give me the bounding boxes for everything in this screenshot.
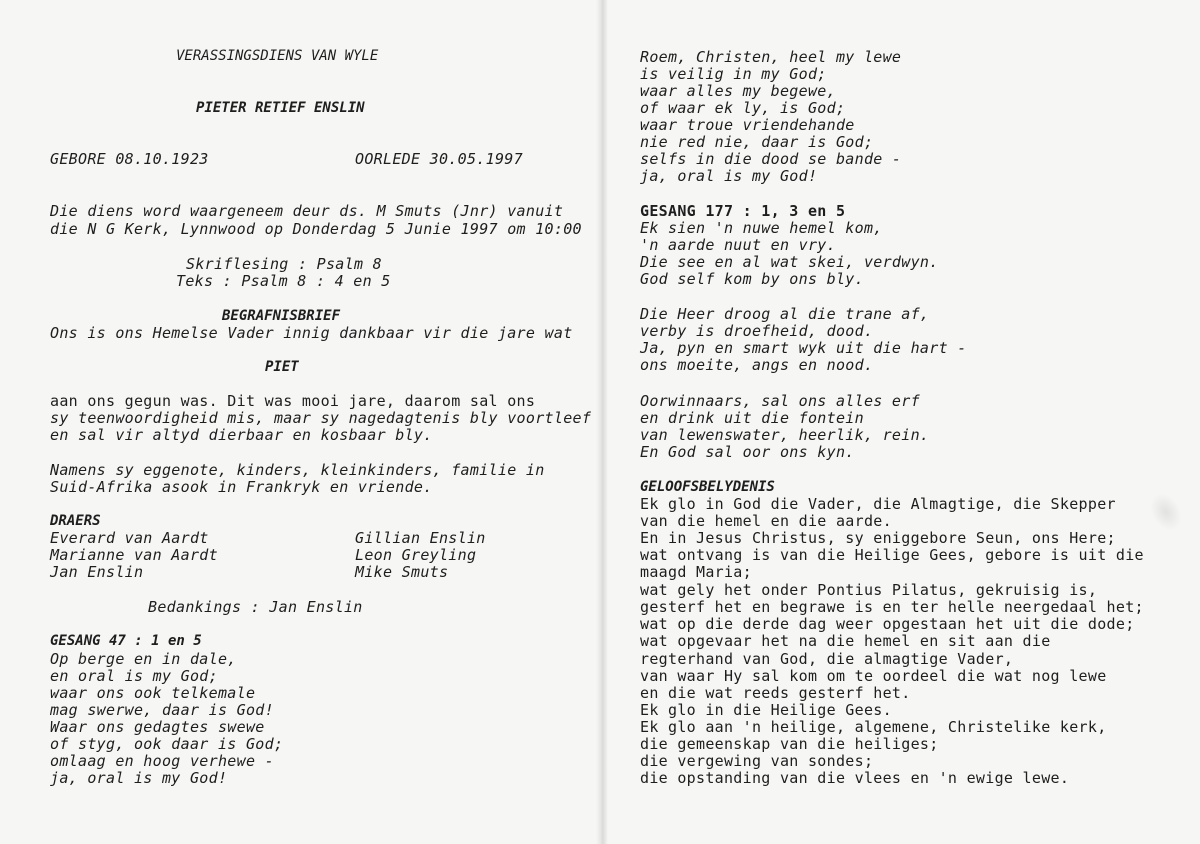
hymn-line: God self kom by ons bly. (640, 270, 864, 288)
creed-line: Ek glo in God die Vader, die Almagtige, die Skepper (640, 495, 1116, 513)
hymn-line: Oorwinnaars, sal ons alles erf (640, 392, 920, 410)
page-fold (596, 0, 608, 844)
hymn-line: van lewenswater, heerlik, rein. (640, 426, 930, 444)
verse-line: waar troue vriendehande (640, 116, 855, 134)
verse-line: waar alles my begewe, (640, 82, 836, 100)
hymn-line: 'n aarde nuut en vry. (640, 236, 836, 254)
verse-line: is veilig in my God; (640, 65, 827, 83)
bearer-name: Mike Smuts (355, 563, 449, 581)
death-date: OORLEDE 30.05.1997 (355, 150, 523, 168)
bearer-name: Marianne van Aardt (50, 546, 218, 564)
hymn-177-heading: GESANG 177 : 1, 3 en 5 (640, 202, 846, 220)
hymn-line: Ja, pyn en smart wyk uit die hart - (640, 339, 967, 357)
creed-line: en die wat reeds gesterf het. (640, 684, 911, 702)
creed-line: regterhand van God, die almagtige Vader, (640, 650, 1014, 668)
funeral-letter-line: aan ons gegun was. Dit was mooi jare, daarom sal ons (50, 392, 536, 410)
creed-line: maagd Maria; (640, 563, 752, 581)
creed-line: Ek glo aan 'n heilige, algemene, Christelike kerk, (640, 718, 1107, 736)
hymn-line: Waar ons gedagtes swewe (50, 718, 265, 736)
service-info-line: die N G Kerk, Lynnwood op Donderdag 5 Junie 1997 om 10:00 (50, 220, 582, 238)
bearer-name: Leon Greyling (355, 546, 477, 564)
hymn-47-heading: GESANG 47 : 1 en 5 (50, 633, 202, 649)
bearer-name: Gillian Enslin (355, 529, 486, 547)
creed-line: En in Jesus Christus, sy eniggebore Seun, ons Here; (640, 529, 1116, 547)
hymn-line: en drink uit die fontein (640, 409, 864, 427)
creed-heading: GELOOFSBELYDENIS (640, 479, 775, 495)
funeral-letter-line: en sal vir altyd dierbaar en kosbaar bly. (50, 426, 433, 444)
creed-line: Ek glo in die Heilige Gees. (640, 701, 892, 719)
hymn-line: Die Heer droog al die trane af, (640, 305, 930, 323)
creed-line: gesterf het en begrawe is en ter helle neergedaal het; (640, 598, 1144, 616)
creed-line: wat ontvang is van die Heilige Gees, gebore is uit die (640, 546, 1144, 564)
hymn-line: verby is droefheid, dood. (640, 322, 874, 340)
hymn-line: mag swerwe, daar is God! (50, 701, 274, 719)
hymn-line: Die see en al wat skei, verdwyn. (640, 253, 939, 271)
deceased-name: PIETER RETIEF ENSLIN (196, 100, 365, 116)
birth-date: GEBORE 08.10.1923 (50, 150, 209, 168)
funeral-letter-line: sy teenwoordigheid mis, maar sy nagedagtenis bly voortleef (50, 409, 592, 427)
creed-line: van die hemel en die aarde. (640, 512, 892, 530)
on-behalf-line: Namens sy eggenote, kinders, kleinkinders, familie in (50, 461, 545, 479)
scripture-reading: Skriflesing : Psalm 8 (186, 255, 382, 273)
sermon-text: Teks : Psalm 8 : 4 en 5 (176, 272, 391, 290)
bearer-name: Everard van Aardt (50, 529, 209, 547)
funeral-letter-heading: BEGRAFNISBRIEF (222, 308, 341, 324)
hymn-line: ons moeite, angs en nood. (640, 356, 874, 374)
hymn-line: waar ons ook telkemale (50, 684, 256, 702)
hymn-line: Op berge en in dale, (50, 650, 237, 668)
verse-line: of waar ek ly, is God; (640, 99, 846, 117)
creed-line: die gemeenskap van die heiliges; (640, 735, 939, 753)
hymn-line: Ek sien 'n nuwe hemel kom, (640, 219, 883, 237)
creed-line: die vergewing van sondes; (640, 752, 874, 770)
hymn-line: omlaag en hoog verhewe - (50, 752, 274, 770)
service-title: VERASSINGSDIENS VAN WYLE (176, 48, 379, 64)
on-behalf-line: Suid-Afrika asook in Frankryk en vriende. (50, 478, 433, 496)
creed-line: wat op die derde dag weer opgestaan het uit die dode; (640, 615, 1135, 633)
creed-line: die opstanding van die vlees en 'n ewige lewe. (640, 769, 1070, 787)
creed-line: van waar Hy sal kom om te oordeel die wat nog lewe (640, 667, 1107, 685)
nickname: PIET (265, 359, 299, 375)
funeral-letter-intro: Ons is ons Hemelse Vader innig dankbaar vir die jare wat (50, 324, 573, 342)
verse-line: ja, oral is my God! (640, 167, 818, 185)
creed-line: wat gely het onder Pontius Pilatus, gekruisig is, (640, 581, 1098, 599)
hymn-line: en oral is my God; (50, 667, 218, 685)
creed-line: wat opgevaar het na die hemel en sit aan die (640, 632, 1051, 650)
verse-line: Roem, Christen, heel my lewe (640, 48, 902, 66)
thanks-line: Bedankings : Jan Enslin (148, 598, 363, 616)
hymn-line: ja, oral is my God! (50, 769, 228, 787)
paper-smudge (1144, 488, 1188, 537)
service-info-line: Die diens word waargeneem deur ds. M Smuts (Jnr) vanuit (50, 202, 564, 220)
bearer-name: Jan Enslin (50, 563, 144, 581)
verse-line: selfs in die dood se bande - (640, 150, 902, 168)
hymn-line: En God sal oor ons kyn. (640, 443, 855, 461)
verse-line: nie red nie, daar is God; (640, 133, 874, 151)
bearers-heading: DRAERS (50, 513, 101, 529)
hymn-line: of styg, ook daar is God; (50, 735, 284, 753)
